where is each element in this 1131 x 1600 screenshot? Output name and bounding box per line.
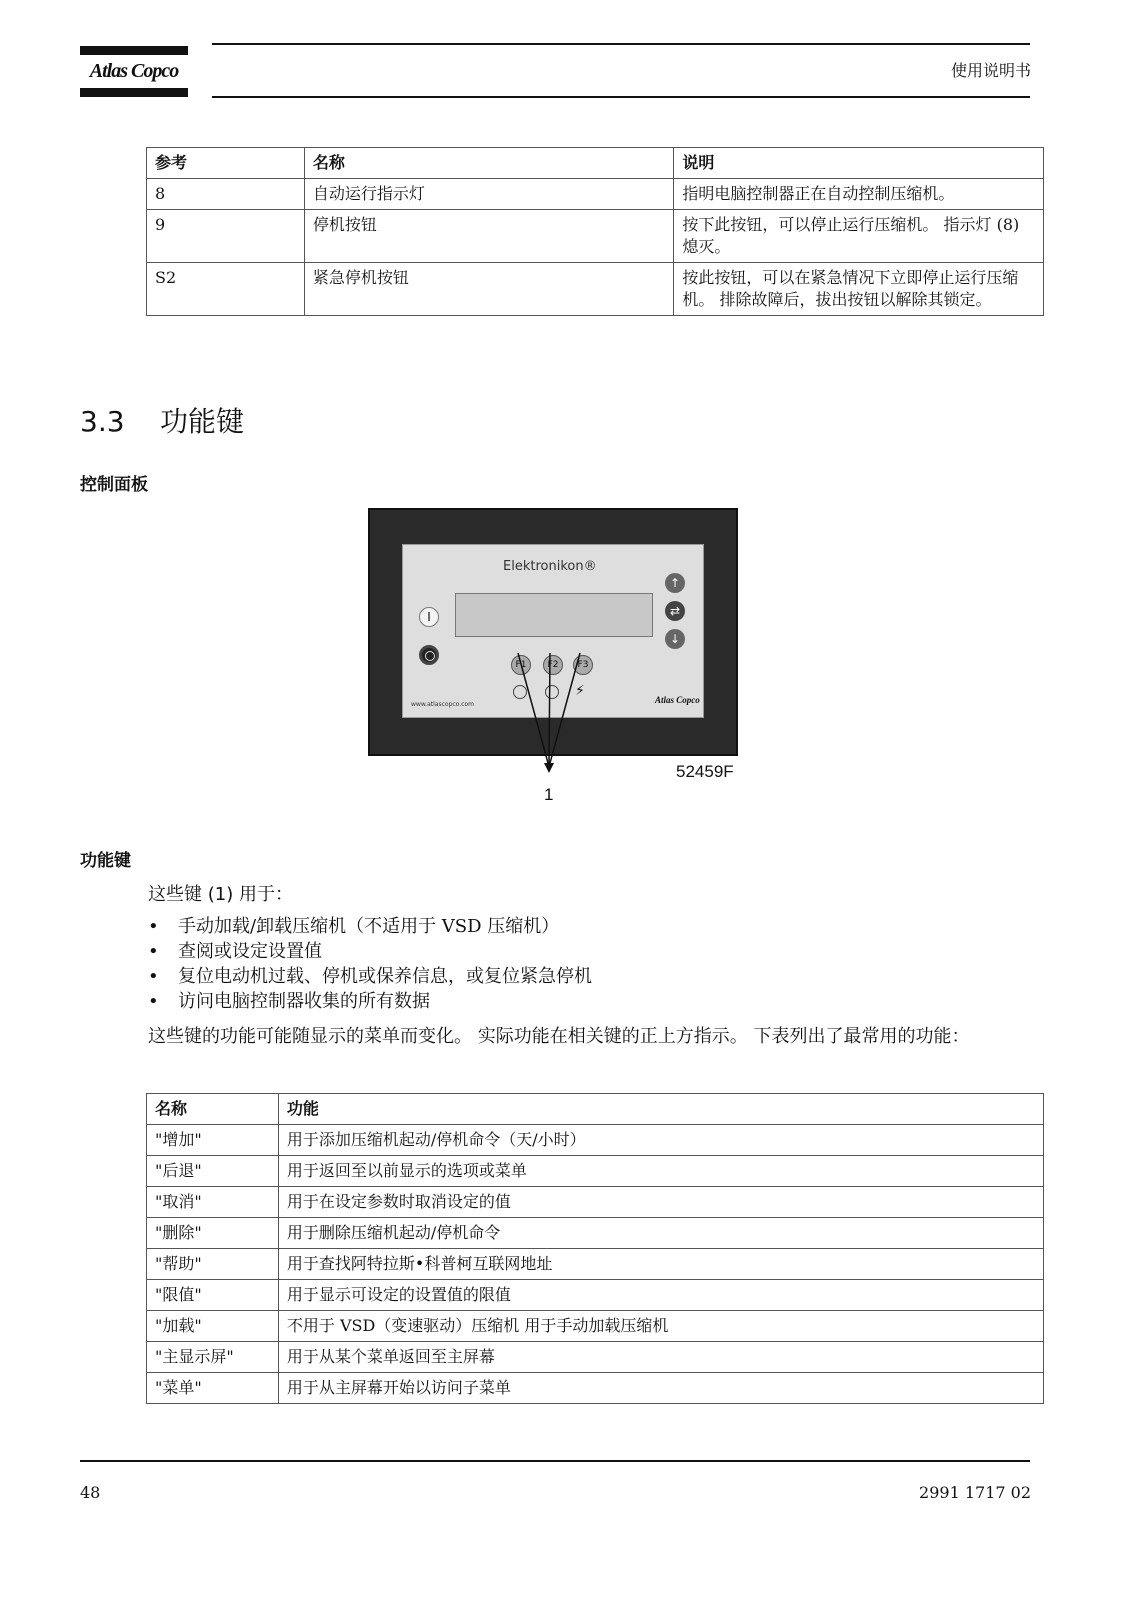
table-row <box>147 1218 1044 1249</box>
table-cell: 9 <box>147 210 305 263</box>
table-cell: 用于从主屏幕开始以访问子菜单 <box>278 1373 1043 1404</box>
table-cell: S2 <box>147 263 305 316</box>
page-number: 48 <box>80 1483 101 1502</box>
table-row <box>147 179 1044 210</box>
header-cell: 功能 <box>278 1094 1043 1125</box>
reference-table <box>146 147 1044 316</box>
table-row <box>147 1249 1044 1280</box>
section-title: 功能键 <box>160 405 245 438</box>
table-cell: 用于显示可设定的设置值的限值 <box>278 1280 1043 1311</box>
table-header-row <box>147 1094 1044 1125</box>
intro-text: 这些键 (1) 用于： <box>148 884 293 905</box>
table-row <box>147 263 1044 316</box>
function-table <box>146 1093 1044 1404</box>
callout-line-f1 <box>518 653 548 763</box>
voltage-icon: ⚡ <box>575 683 585 699</box>
table-row <box>147 1125 1044 1156</box>
list-item: • 手动加载/卸载压缩机（不适用于 VSD 压缩机） <box>148 914 592 939</box>
elektronikon-brand: Elektronikon® <box>503 559 597 574</box>
atlas-copco-logo <box>80 46 188 100</box>
bullet-list <box>148 914 592 1014</box>
f2-key: F2 <box>543 655 563 675</box>
table-cell: "加载" <box>147 1311 279 1342</box>
table-row <box>147 210 1044 263</box>
table-row <box>147 1187 1044 1218</box>
document-number: 2991 1717 02 <box>919 1483 1031 1502</box>
table-cell: 8 <box>147 179 305 210</box>
table-header-row <box>147 148 1044 179</box>
header-cell: 名称 <box>147 1094 279 1125</box>
table-row <box>147 1342 1044 1373</box>
table-cell: "删除" <box>147 1218 279 1249</box>
body-paragraph: 这些键的功能可能随显示的菜单而变化。 实际功能在相关键的正上方指示。 下表列出了最常用的功能： <box>148 1026 970 1047</box>
footer-rule <box>80 1460 1030 1462</box>
arrow-down-icon: ↓ <box>665 629 685 649</box>
callout-line-f3 <box>550 653 580 763</box>
callout-number: 1 <box>544 785 554 804</box>
callout-line-f2 <box>549 653 550 763</box>
list-item: • 查阅或设定设置值 <box>148 939 592 964</box>
list-item: • 复位电动机过载、停机或保养信息，或复位紧急停机 <box>148 964 592 989</box>
table-cell: "菜单" <box>147 1373 279 1404</box>
f1-key: F1 <box>511 655 531 675</box>
table-cell: 用于在设定参数时取消设定的值 <box>278 1187 1043 1218</box>
table-cell: "增加" <box>147 1125 279 1156</box>
header-rule-top <box>212 43 1030 45</box>
subheading-function-keys: 功能键 <box>80 851 131 871</box>
table-cell: 不用于 VSD（变速驱动）压缩机 用于手动加载压缩机 <box>278 1311 1043 1342</box>
table-row <box>147 1373 1044 1404</box>
table-cell: 用于添加压缩机起动/停机命令（天/小时） <box>278 1125 1043 1156</box>
section-number: 3.3 <box>80 405 125 438</box>
callout-arrowhead <box>544 763 554 773</box>
table-row <box>147 1156 1044 1187</box>
table-cell: 自动运行指示灯 <box>304 179 674 210</box>
table-cell: "帮助" <box>147 1249 279 1280</box>
header-cell: 名称 <box>304 148 674 179</box>
table-cell: 按下此按钮，可以停止运行压缩机。 指示灯 (8) 熄灭。 <box>674 210 1044 263</box>
start-button: I <box>419 607 439 627</box>
table-row <box>147 1280 1044 1311</box>
tab-key-icon: ⇄ <box>665 601 685 621</box>
table-cell: 用于查找阿特拉斯•科普柯互联网地址 <box>278 1249 1043 1280</box>
website-label: www.atlascopco.com <box>411 701 474 708</box>
header-rule-bottom <box>212 96 1030 98</box>
header-title: 使用说明书 <box>950 61 1031 80</box>
header-cell: 说明 <box>674 148 1044 179</box>
section-heading <box>80 400 244 440</box>
f3-key: F3 <box>573 655 593 675</box>
table-cell: 停机按钮 <box>304 210 674 263</box>
table-cell: "限值" <box>147 1280 279 1311</box>
logo-wordmark: Atlas Copco <box>89 60 179 82</box>
table-cell: 用于返回至以前显示的选项或菜单 <box>278 1156 1043 1187</box>
table-row <box>147 1311 1044 1342</box>
table-cell: 指明电脑控制器正在自动控制压缩机。 <box>674 179 1044 210</box>
table-cell: "主显示屏" <box>147 1342 279 1373</box>
table-cell: 按此按钮，可以在紧急情况下立即停止运行压缩机。 排除故障后，拔出按钮以解除其锁定。 <box>674 263 1044 316</box>
table-cell: 用于从某个菜单返回至主屏幕 <box>278 1342 1043 1373</box>
table-cell: "取消" <box>147 1187 279 1218</box>
table-cell: "后退" <box>147 1156 279 1187</box>
arrow-up-icon: ↑ <box>665 573 685 593</box>
panel-logo: Atlas Copco <box>655 695 700 705</box>
subheading-control-panel: 控制面板 <box>80 475 148 495</box>
header-cell: 参考 <box>147 148 305 179</box>
list-item: • 访问电脑控制器收集的所有数据 <box>148 989 592 1014</box>
table-cell: 紧急停机按钮 <box>304 263 674 316</box>
figure-code: 52459F <box>676 762 734 781</box>
table-cell: 用于删除压缩机起动/停机命令 <box>278 1218 1043 1249</box>
